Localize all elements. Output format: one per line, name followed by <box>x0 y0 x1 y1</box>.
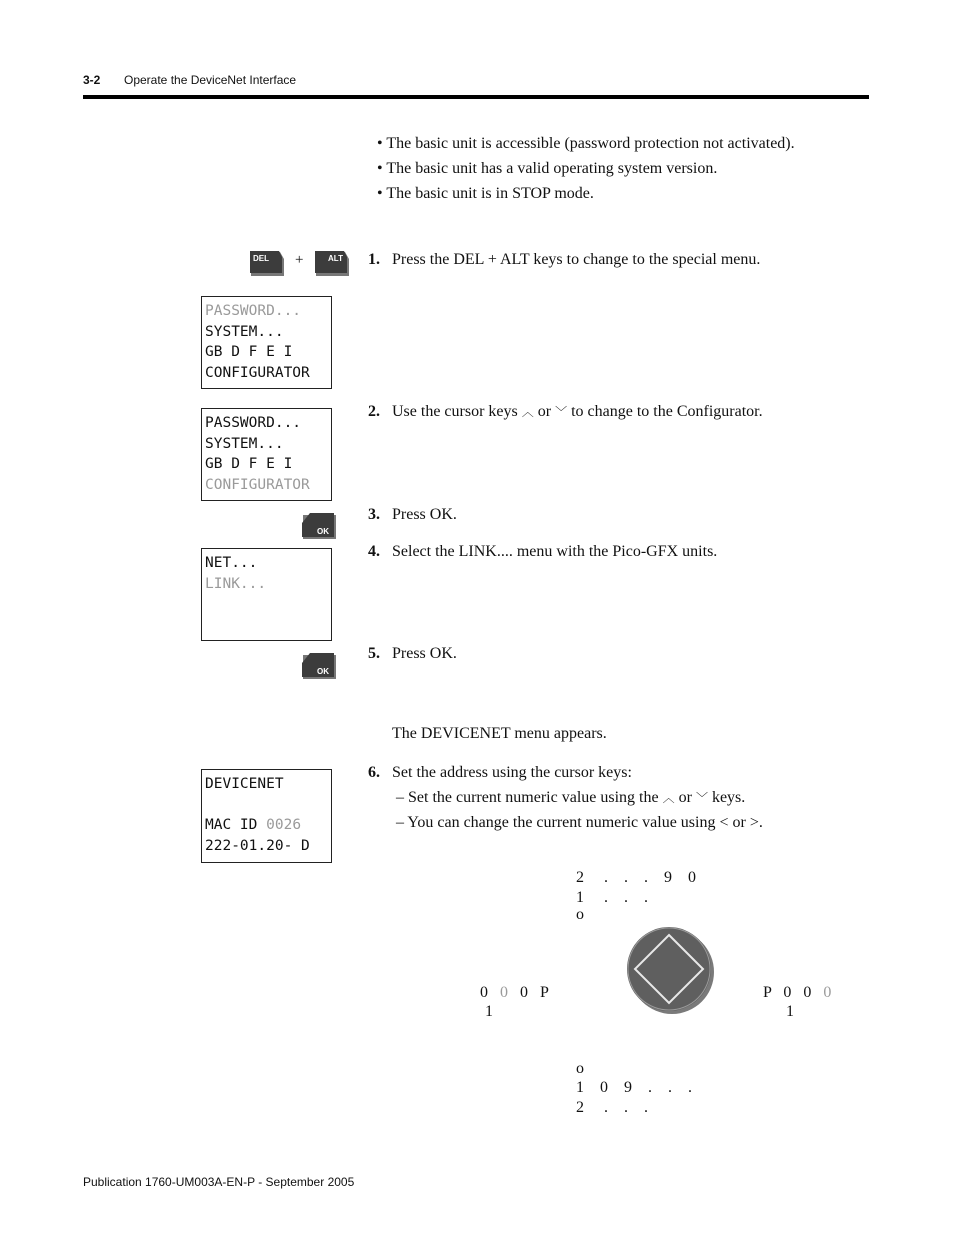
diagram-digit: 0 <box>500 984 508 1001</box>
alt-key-icon <box>313 249 351 279</box>
diagram-digit: 0 <box>600 1079 608 1096</box>
diagram-digit: 9 <box>664 869 672 886</box>
mac-value: 0026 <box>266 817 302 833</box>
ok-key-label: OK <box>317 527 329 536</box>
step-number: 4. <box>368 543 380 560</box>
diagram-bottom-row-1: o <box>576 1060 584 1077</box>
step-number: 6. <box>368 764 380 781</box>
cursor-left-icon: < <box>719 814 729 831</box>
lcd-link-menu <box>201 548 332 641</box>
bullet-text: The basic unit is accessible (password protection not activated). <box>386 135 795 152</box>
sub-text: keys. <box>711 789 746 806</box>
cursor-right-icon: > <box>749 814 759 831</box>
diagram-left-row-1 <box>480 984 549 1002</box>
diagram-right-row-2: 1 <box>786 1003 794 1020</box>
sub-bullet <box>396 814 763 832</box>
prerequisite-bullet: • The basic unit has a valid operating system version. <box>377 160 718 177</box>
lcd-line: SYSTEM... <box>205 323 284 340</box>
diagram-digit: . <box>688 1079 692 1096</box>
plus-sign: + <box>295 252 304 268</box>
lcd-special-menu <box>201 296 332 389</box>
dash: – <box>396 814 404 831</box>
prerequisite-bullet: • The basic unit is in STOP mode. <box>377 185 594 202</box>
step-text: Use the cursor keys <box>392 403 518 420</box>
step-number: 3. <box>368 506 380 523</box>
diagram-digit: 0 <box>823 984 832 1001</box>
lcd-line: PASSWORD... <box>205 303 302 319</box>
lcd-line: PASSWORD... <box>205 415 302 431</box>
devicenet-note: The DEVICENET menu appears. <box>392 725 607 742</box>
sub-text: You can change the current numeric value using <box>407 814 716 831</box>
ok-key-label: OK <box>317 667 329 676</box>
diagram-digit: 2 <box>576 1099 584 1116</box>
diagram-digit: P <box>763 984 772 1001</box>
diagram-digit: 0 <box>783 984 792 1001</box>
lcd-line: 222-01.20- D <box>205 837 310 854</box>
step-4 <box>368 543 717 561</box>
page-number: 3-2 <box>83 73 101 87</box>
publication-footer: Publication 1760-UM003A-EN-P - September 2005 <box>83 1175 355 1189</box>
diagram-digit: 0 <box>803 984 812 1001</box>
diagram-digit: . <box>648 1079 652 1096</box>
step-text: or <box>537 403 552 420</box>
diagram-right-row-1 <box>763 984 831 1002</box>
step-5 <box>368 645 457 663</box>
alt-key-label: ALT <box>328 254 343 263</box>
diagram-digit: P <box>540 984 549 1001</box>
diagram-left-row-2: 1 <box>485 1003 493 1020</box>
header-rule <box>83 95 869 99</box>
step-number: 2. <box>368 403 380 420</box>
cursor-keypad-icon <box>625 925 717 1017</box>
step-text: Set the address using the cursor keys: <box>392 764 632 781</box>
step-text: to change to the Configurator. <box>571 403 763 420</box>
diagram-top-row-3: o <box>576 906 584 923</box>
cursor-up-icon: ︿ <box>521 405 534 419</box>
diagram-digit: . <box>668 1079 672 1096</box>
step-2 <box>368 403 763 421</box>
lcd-line: NET... <box>205 555 258 571</box>
step-text: Select the LINK.... menu with the Pico-GFX units. <box>392 543 718 560</box>
diagram-digit: . <box>644 889 648 906</box>
running-header-title: Operate the DeviceNet Interface <box>124 73 297 87</box>
diagram-digit: . <box>604 1099 608 1116</box>
diagram-digit: . <box>624 889 628 906</box>
sub-text: or <box>732 814 746 831</box>
step-text: Press OK. <box>392 506 457 523</box>
diagram-digit: 0 <box>520 984 528 1001</box>
lcd-line: CONFIGURATOR <box>205 364 310 381</box>
diagram-digit: 0 <box>480 984 488 1001</box>
lcd-configurator-menu <box>201 408 332 501</box>
diagram-digit: . <box>604 889 608 906</box>
mac-label: MAC ID <box>205 817 258 833</box>
lcd-line: LINK... <box>205 575 267 592</box>
diagram-digit: 2 <box>576 869 584 886</box>
cursor-up-icon: ︿ <box>662 791 675 805</box>
step-text: Press the DEL + ALT keys to change to the special menu. <box>392 251 761 268</box>
step-number: 1. <box>368 251 380 268</box>
lcd-line: GB D F E I <box>205 344 293 360</box>
diagram-digit: 1 <box>576 889 584 906</box>
step-6 <box>368 764 632 782</box>
step-1 <box>368 251 760 269</box>
sub-bullet <box>396 789 745 807</box>
ok-key-icon <box>300 651 338 681</box>
lcd-devicenet-menu <box>201 769 332 863</box>
cursor-down-icon: ﹀ <box>555 405 568 419</box>
diagram-digit: . <box>624 1099 628 1116</box>
lcd-line: SYSTEM... <box>205 435 284 452</box>
lcd-line: GB D F E I <box>205 456 293 472</box>
sub-text: Set the current numeric value using the <box>408 789 659 806</box>
del-key-label: DEL <box>253 254 269 263</box>
step-3 <box>368 506 457 524</box>
cursor-down-icon: ﹀ <box>695 791 708 805</box>
step-number: 5. <box>368 645 380 662</box>
step-text: Press OK. <box>392 645 457 662</box>
lcd-mac-line <box>205 815 331 836</box>
ok-key-icon <box>300 511 338 541</box>
bullet-text: The basic unit is in STOP mode. <box>386 185 594 202</box>
prerequisite-bullet: • The basic unit is accessible (password protection not activated). <box>377 135 795 152</box>
diagram-bottom-row-3 <box>576 1099 648 1117</box>
diagram-digit: . <box>604 869 608 886</box>
lcd-line: DEVICENET <box>205 776 284 792</box>
bullet-text: The basic unit has a valid operating system version. <box>386 160 718 177</box>
dash: – <box>396 789 404 806</box>
diagram-digit: 0 <box>688 869 696 886</box>
diagram-digit: 1 <box>576 1079 584 1096</box>
del-key-icon <box>248 249 286 279</box>
diagram-top-row-1 <box>576 869 696 887</box>
diagram-top-row-2 <box>576 889 648 907</box>
lcd-line: CONFIGURATOR <box>205 476 310 493</box>
diagram-digit: . <box>624 869 628 886</box>
diagram-digit: . <box>644 869 648 886</box>
diagram-digit: 9 <box>624 1079 632 1096</box>
diagram-digit: . <box>644 1099 648 1116</box>
diagram-bottom-row-2 <box>576 1079 692 1097</box>
sub-text: . <box>758 814 763 831</box>
sub-text: or <box>678 789 692 806</box>
